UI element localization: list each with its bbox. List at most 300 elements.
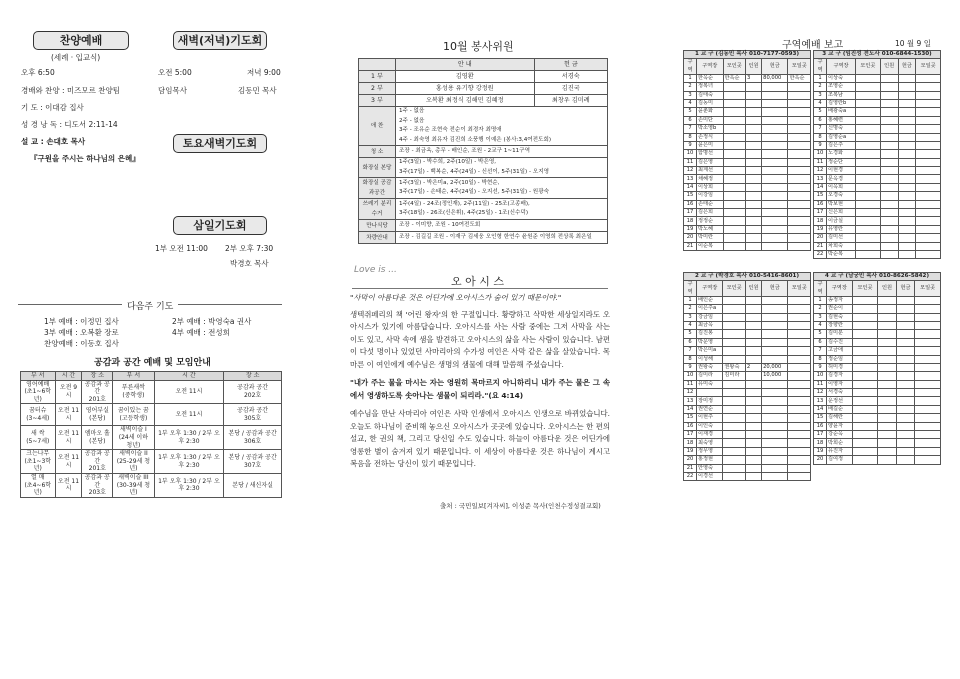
table-cell	[745, 355, 761, 363]
row-label: 청 소	[359, 146, 396, 158]
table-row	[684, 125, 811, 133]
table-cell: 17	[814, 209, 827, 217]
table-cell	[915, 321, 941, 329]
wednesday-pastor: 박경호 목사	[230, 259, 269, 268]
table-cell	[898, 242, 916, 250]
table-row	[684, 321, 811, 329]
table-cell: 새벽이슬 II (25-29세 청년)	[113, 450, 154, 474]
table-row	[814, 414, 941, 422]
table-cell	[723, 234, 745, 242]
table-cell: 10	[684, 150, 697, 158]
table-cell: 이상희	[697, 183, 724, 191]
table-cell: 서경숙	[827, 389, 853, 397]
saturday-prayer-title: 토요새벽기도회	[173, 134, 267, 153]
table-cell: 김여정	[827, 456, 853, 464]
table-cell	[856, 158, 881, 166]
groups-title: 공감과 공간 예배 및 모임안내	[94, 358, 211, 368]
table-cell: 7	[814, 125, 827, 133]
table-cell	[723, 422, 745, 430]
table-cell: 정순임	[827, 355, 853, 363]
duty-line: 3주(17일) - 손태순, 4주(24일) - 오지선, 5주(31일) - 원광숙	[399, 189, 550, 195]
table-cell: 본당 / 새신자실	[224, 473, 282, 497]
table-cell	[788, 183, 811, 191]
table-cell	[788, 447, 811, 455]
column-header: 헌 금	[534, 59, 607, 71]
table-cell: 12	[814, 167, 827, 175]
table-row	[684, 167, 811, 175]
table-cell	[856, 175, 881, 183]
table-row	[684, 116, 811, 124]
table-row	[684, 175, 811, 183]
table-cell	[896, 405, 915, 413]
table-cell: 박노혜	[697, 225, 724, 233]
table-cell: 2	[684, 305, 697, 313]
table-row	[684, 158, 811, 166]
table-cell	[745, 91, 761, 99]
table-cell	[896, 355, 915, 363]
column-header: 헌금	[762, 281, 788, 296]
table-cell	[745, 464, 761, 472]
table-cell	[880, 200, 898, 208]
table-cell: 김해란	[827, 414, 853, 422]
table-cell	[745, 150, 761, 158]
column-header: 장 소	[82, 372, 113, 381]
table-cell	[788, 234, 811, 242]
table-cell: 김영란b	[827, 99, 856, 107]
table-cell: 20	[814, 456, 827, 464]
table-cell: 1부 오후 1:30 / 2부 오후 2:30	[154, 473, 224, 497]
table-row	[359, 220, 608, 232]
column-header: 구역	[814, 281, 827, 296]
table-cell	[856, 83, 881, 91]
table-cell	[723, 217, 745, 225]
table-cell	[788, 422, 811, 430]
table-cell	[762, 330, 788, 338]
column-header: 시 간	[55, 372, 82, 381]
table-cell: 공감과 공간 201호	[82, 380, 113, 404]
table-cell: 공감과 공간 305호	[224, 404, 282, 426]
table-cell	[856, 217, 881, 225]
table-cell	[745, 234, 761, 242]
table-cell: 14	[814, 183, 827, 191]
table-cell: 4	[814, 321, 827, 329]
table-cell: 장향란	[827, 321, 853, 329]
table-cell	[788, 431, 811, 439]
column-header: 헌금	[898, 59, 916, 74]
table-header-row	[814, 59, 941, 74]
table-cell	[916, 217, 941, 225]
table-row	[684, 414, 811, 422]
table-cell	[762, 473, 788, 481]
table-cell: 박운영	[697, 338, 723, 346]
table-row	[359, 199, 608, 220]
table-cell: 19	[684, 225, 697, 233]
table-cell	[878, 447, 897, 455]
table-cell	[880, 125, 898, 133]
table-cell	[880, 91, 898, 99]
table-cell	[898, 225, 916, 233]
table-cell: 1	[814, 296, 827, 304]
table-cell	[788, 175, 811, 183]
table-row	[684, 313, 811, 321]
table-cell	[723, 397, 745, 405]
table-row	[684, 447, 811, 455]
table-cell: 김태숙	[697, 91, 724, 99]
table-cell	[880, 141, 898, 149]
table-cell	[916, 251, 941, 259]
table-row	[814, 355, 941, 363]
table-cell	[916, 225, 941, 233]
table-cell: 16	[684, 422, 697, 430]
table-cell	[723, 183, 745, 191]
divider	[18, 304, 122, 305]
table-cell: 최계선	[697, 167, 724, 175]
table-cell	[762, 125, 788, 133]
table-cell	[745, 389, 761, 397]
table-cell	[916, 242, 941, 250]
table-cell	[723, 296, 745, 304]
table-row	[684, 397, 811, 405]
table-cell: 차희숙	[827, 242, 856, 250]
table-cell	[762, 389, 788, 397]
table-cell	[880, 192, 898, 200]
table-cell	[762, 83, 788, 91]
table-cell: 9	[814, 141, 827, 149]
column-header: 모인곳	[852, 281, 878, 296]
table-cell	[852, 330, 878, 338]
district-title-row	[684, 273, 811, 281]
table-cell: 18	[814, 439, 827, 447]
table-row	[814, 200, 941, 208]
table-cell	[896, 338, 915, 346]
table-cell	[878, 338, 897, 346]
column-header: 모인곳	[723, 59, 745, 74]
table-cell	[896, 414, 915, 422]
next-prayer-item: 찬양예배 : 이동호 집사	[44, 339, 119, 348]
table-cell: 5	[684, 108, 697, 116]
table-row	[814, 74, 941, 82]
table-row	[359, 232, 608, 244]
table-cell	[852, 338, 878, 346]
oasis-article	[350, 292, 610, 471]
table-cell: 정순단	[827, 158, 856, 166]
table-cell: 20	[814, 234, 827, 242]
table-cell	[852, 405, 878, 413]
table-cell	[723, 99, 745, 107]
table-cell	[762, 217, 788, 225]
table-cell: 최숙영	[697, 439, 723, 447]
table-cell	[856, 133, 881, 141]
table-row	[814, 439, 941, 447]
table-cell: 정무영	[697, 447, 723, 455]
table-cell	[762, 192, 788, 200]
table-cell: 13	[814, 175, 827, 183]
table-row	[684, 355, 811, 363]
table-cell: 오경숙	[827, 192, 856, 200]
table-cell	[788, 225, 811, 233]
table-cell	[723, 405, 745, 413]
table-cell	[898, 83, 916, 91]
table-cell	[898, 167, 916, 175]
table-header-row	[684, 59, 811, 74]
table-cell: 6	[814, 338, 827, 346]
table-cell	[788, 363, 811, 371]
table-row	[684, 83, 811, 91]
row-label: 차량안내	[359, 232, 396, 244]
table-cell: 6	[814, 116, 827, 124]
table-cell	[745, 125, 761, 133]
table-cell: 꿈터슈 (3~4세)	[21, 404, 56, 426]
table-cell	[745, 338, 761, 346]
table-cell: 9	[814, 363, 827, 371]
table-cell: 이강임	[697, 192, 724, 200]
table-cell	[852, 439, 878, 447]
row-label: 2 부	[359, 83, 396, 95]
table-cell	[915, 447, 941, 455]
table-cell: 김은주	[827, 141, 856, 149]
table-cell: 박희순	[827, 439, 853, 447]
table-cell	[915, 347, 941, 355]
table-cell: 4	[684, 321, 697, 329]
table-cell: 11	[814, 380, 827, 388]
table-cell	[852, 414, 878, 422]
table-cell	[880, 83, 898, 91]
table-cell	[762, 414, 788, 422]
dawn-morning-time: 오전 5:00	[158, 68, 192, 77]
table-cell: 김영환	[396, 71, 535, 83]
table-cell	[788, 108, 811, 116]
table-cell	[898, 108, 916, 116]
table-cell	[396, 220, 608, 232]
table-cell	[898, 133, 916, 141]
table-cell: 운정선	[827, 397, 853, 405]
table-row	[814, 380, 941, 388]
table-cell	[878, 296, 897, 304]
table-cell	[788, 296, 811, 304]
table-cell: 새 싹 (5~7세)	[21, 426, 56, 450]
oasis-quote: "사막이 아름다운 것은 어딘가에 오아시스가 숨어 있기 때문이야."	[350, 293, 562, 302]
duty-line: 1주 - 없음	[399, 108, 425, 114]
table-cell: 10,000	[762, 372, 788, 380]
table-cell	[745, 414, 761, 422]
duty-line: 조장 - 이미향, 조원 - 10여전도회	[399, 221, 481, 228]
table-cell	[856, 116, 881, 124]
table-cell: 정정순	[697, 217, 724, 225]
column-header: 구역	[684, 281, 697, 296]
table-cell	[788, 347, 811, 355]
table-cell: 이경선	[697, 473, 723, 481]
table-cell: 유진자	[827, 447, 853, 455]
table-cell	[762, 116, 788, 124]
table-cell: 13	[684, 397, 697, 405]
table-cell: 22	[684, 473, 697, 481]
table-cell	[788, 242, 811, 250]
table-cell	[878, 405, 897, 413]
table-cell: 18	[814, 217, 827, 225]
table-cell	[856, 99, 881, 107]
table-cell	[852, 355, 878, 363]
table-cell	[762, 338, 788, 346]
table-cell	[856, 167, 881, 175]
column-header: 구역장	[697, 59, 724, 74]
table-cell	[856, 183, 881, 191]
table-cell	[745, 192, 761, 200]
table-cell	[723, 158, 745, 166]
table-row	[814, 330, 941, 338]
table-cell	[788, 99, 811, 107]
table-cell	[852, 347, 878, 355]
table-cell	[762, 347, 788, 355]
table-cell	[898, 99, 916, 107]
table-cell: 이성해	[697, 355, 723, 363]
table-row	[814, 405, 941, 413]
table-cell: 조복남	[827, 91, 856, 99]
oasis-title: 오 아 시 스	[451, 275, 504, 288]
column-header: 구역장	[827, 281, 853, 296]
table-row	[684, 338, 811, 346]
table-row	[814, 158, 941, 166]
table-cell	[745, 200, 761, 208]
table-cell	[745, 99, 761, 107]
table-row	[814, 338, 941, 346]
table-row	[684, 422, 811, 430]
district-1-wrap	[683, 50, 811, 251]
row-label: 1 부	[359, 71, 396, 83]
table-cell: 1부 오후 1:30 / 2부 오후 2:30	[154, 426, 224, 450]
table-cell: 김미라	[697, 372, 723, 380]
table-cell	[745, 183, 761, 191]
duty-line: 조장 - 최금옥, 총무 - 배인순, 조원 - 2교구 1~11구역	[399, 147, 530, 154]
table-cell	[856, 125, 881, 133]
table-cell	[898, 217, 916, 225]
groups-table-wrap	[20, 371, 282, 498]
table-cell	[878, 397, 897, 405]
table-cell	[723, 389, 745, 397]
table-row	[684, 380, 811, 388]
table-row	[21, 380, 282, 404]
table-cell: 한옥순	[697, 74, 724, 82]
table-cell	[788, 397, 811, 405]
table-cell	[896, 330, 915, 338]
table-row	[684, 192, 811, 200]
table-cell	[788, 200, 811, 208]
table-row	[814, 192, 941, 200]
table-row	[814, 313, 941, 321]
table-cell	[916, 99, 941, 107]
table-row	[684, 141, 811, 149]
table-row	[814, 141, 941, 149]
table-row	[814, 108, 941, 116]
table-row	[684, 217, 811, 225]
oasis-paragraph: 예수님을 만난 사마리아 여인은 사막 인생에서 오아시스 인생으로 바뀌었습니다. 오늘도 하나님이 준비해 놓으신 오아시스가 곳곳에 있습니다. 오아시스는 한 편의 설교, 한 권의 책, 그리고 당신일 수도 있습니다. 하늘이 아름다운 것은 어딘가에 영롱한 별이 숨겨져 있기 때문입니다. 이 세상이 아름다운 것은 하나님이 계시고 복음을 전하는 당신이 있기 때문입니다.	[350, 409, 610, 468]
table-cell	[788, 330, 811, 338]
table-row	[814, 242, 941, 250]
table-row	[814, 183, 941, 191]
table-cell	[916, 133, 941, 141]
table-cell	[856, 200, 881, 208]
table-cell: 강금임	[697, 313, 723, 321]
table-cell	[878, 414, 897, 422]
table-cell	[916, 125, 941, 133]
table-row	[359, 158, 608, 178]
table-cell: 1	[684, 296, 697, 304]
table-cell	[788, 150, 811, 158]
table-cell	[896, 397, 915, 405]
volunteers-title: 10월 봉사위원	[443, 40, 514, 53]
table-cell: 김은영	[697, 158, 724, 166]
table-cell	[878, 347, 897, 355]
table-cell	[396, 146, 608, 158]
table-cell	[723, 473, 745, 481]
table-row	[814, 372, 941, 380]
table-cell	[762, 234, 788, 242]
table-cell	[896, 363, 915, 371]
dawn-prayer-title: 새벽(저녁)기도회	[173, 31, 267, 50]
table-row	[814, 397, 941, 405]
table-cell: 박순복	[827, 251, 856, 259]
duty-line: 4주 - 최숙영 최유자 김진희 소풍행 이예은 (봉사:3,4여전도회)	[399, 136, 552, 143]
praise-service-title: 찬양예배	[33, 31, 129, 50]
table-cell	[878, 431, 897, 439]
column-header: 구역장	[827, 59, 856, 74]
table-cell: 오전 11시	[154, 380, 224, 404]
table-cell: 6	[684, 116, 697, 124]
table-cell	[723, 200, 745, 208]
table-cell	[896, 305, 915, 313]
table-cell	[878, 389, 897, 397]
district-title-row	[684, 51, 811, 59]
table-cell	[916, 167, 941, 175]
table-cell: 18	[684, 217, 697, 225]
table-row	[359, 71, 608, 83]
table-cell	[878, 422, 897, 430]
table-cell	[896, 431, 915, 439]
table-cell	[880, 99, 898, 107]
table-cell	[878, 372, 897, 380]
table-cell: 푸른새싹 (중학생)	[113, 380, 154, 404]
district-table	[813, 272, 941, 465]
table-cell	[745, 347, 761, 355]
table-cell: 권왕숙	[723, 363, 745, 371]
table-cell	[788, 355, 811, 363]
table-cell	[896, 321, 915, 329]
table-cell	[745, 397, 761, 405]
table-cell	[723, 330, 745, 338]
table-cell: 꿈이있는 꿈 (고등학생)	[113, 404, 154, 426]
district-title-row	[814, 273, 941, 281]
table-cell: 배길순	[827, 405, 853, 413]
table-cell	[916, 74, 941, 82]
table-cell: 영어예배 (초1~6학년)	[21, 380, 56, 404]
table-cell: 노경화	[827, 150, 856, 158]
table-cell	[745, 242, 761, 250]
table-cell	[762, 439, 788, 447]
table-cell: 5	[814, 108, 827, 116]
table-cell: 김미분	[827, 330, 853, 338]
table-row	[814, 217, 941, 225]
table-cell	[915, 380, 941, 388]
table-cell	[916, 91, 941, 99]
table-cell	[745, 133, 761, 141]
table-cell	[896, 296, 915, 304]
praise-time: 오후 6:50	[21, 68, 55, 77]
table-cell: 오전 11시	[55, 450, 82, 474]
table-cell	[916, 175, 941, 183]
table-row	[359, 146, 608, 158]
table-cell	[852, 389, 878, 397]
table-cell	[762, 313, 788, 321]
table-cell: 홍성용 유기향 강정원	[396, 83, 535, 95]
